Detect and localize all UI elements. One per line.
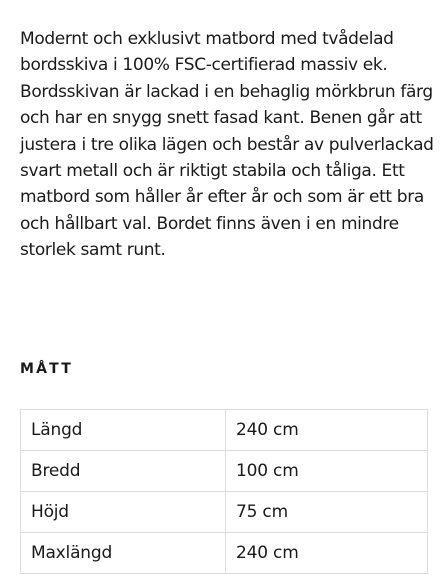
dimensions-table (20, 409, 428, 574)
table-row (21, 533, 428, 574)
table-row (21, 451, 428, 492)
dimensions-heading: MÅTT (20, 361, 73, 377)
dimension-label: Maxlängd (21, 533, 226, 574)
dimension-label: Bredd (21, 451, 226, 492)
dimension-value: 240 cm (226, 533, 428, 574)
table-row (21, 410, 428, 451)
product-description: Modernt och exklusivt matbord med tvådelad bordsskiva i 100% FSC-certifierad massiv ek. Bordsskivan är lackad i en behaglig mörkbrun färg och har en snygg snett fasad kant. Benen går att justera i tre olika lägen och består av pulverlackad svart metall och är riktigt stabila och tåliga. Ett matbord som håller år efter år och som är ett bra och hållbart val. Bordet finns även i en mindre storlek samt runt. (20, 29, 434, 261)
dimension-value: 240 cm (226, 410, 428, 451)
dimension-value: 75 cm (226, 492, 428, 533)
dimension-label: Längd (21, 410, 226, 451)
dimension-label: Höjd (21, 492, 226, 533)
table-row (21, 492, 428, 533)
dimension-value: 100 cm (226, 451, 428, 492)
